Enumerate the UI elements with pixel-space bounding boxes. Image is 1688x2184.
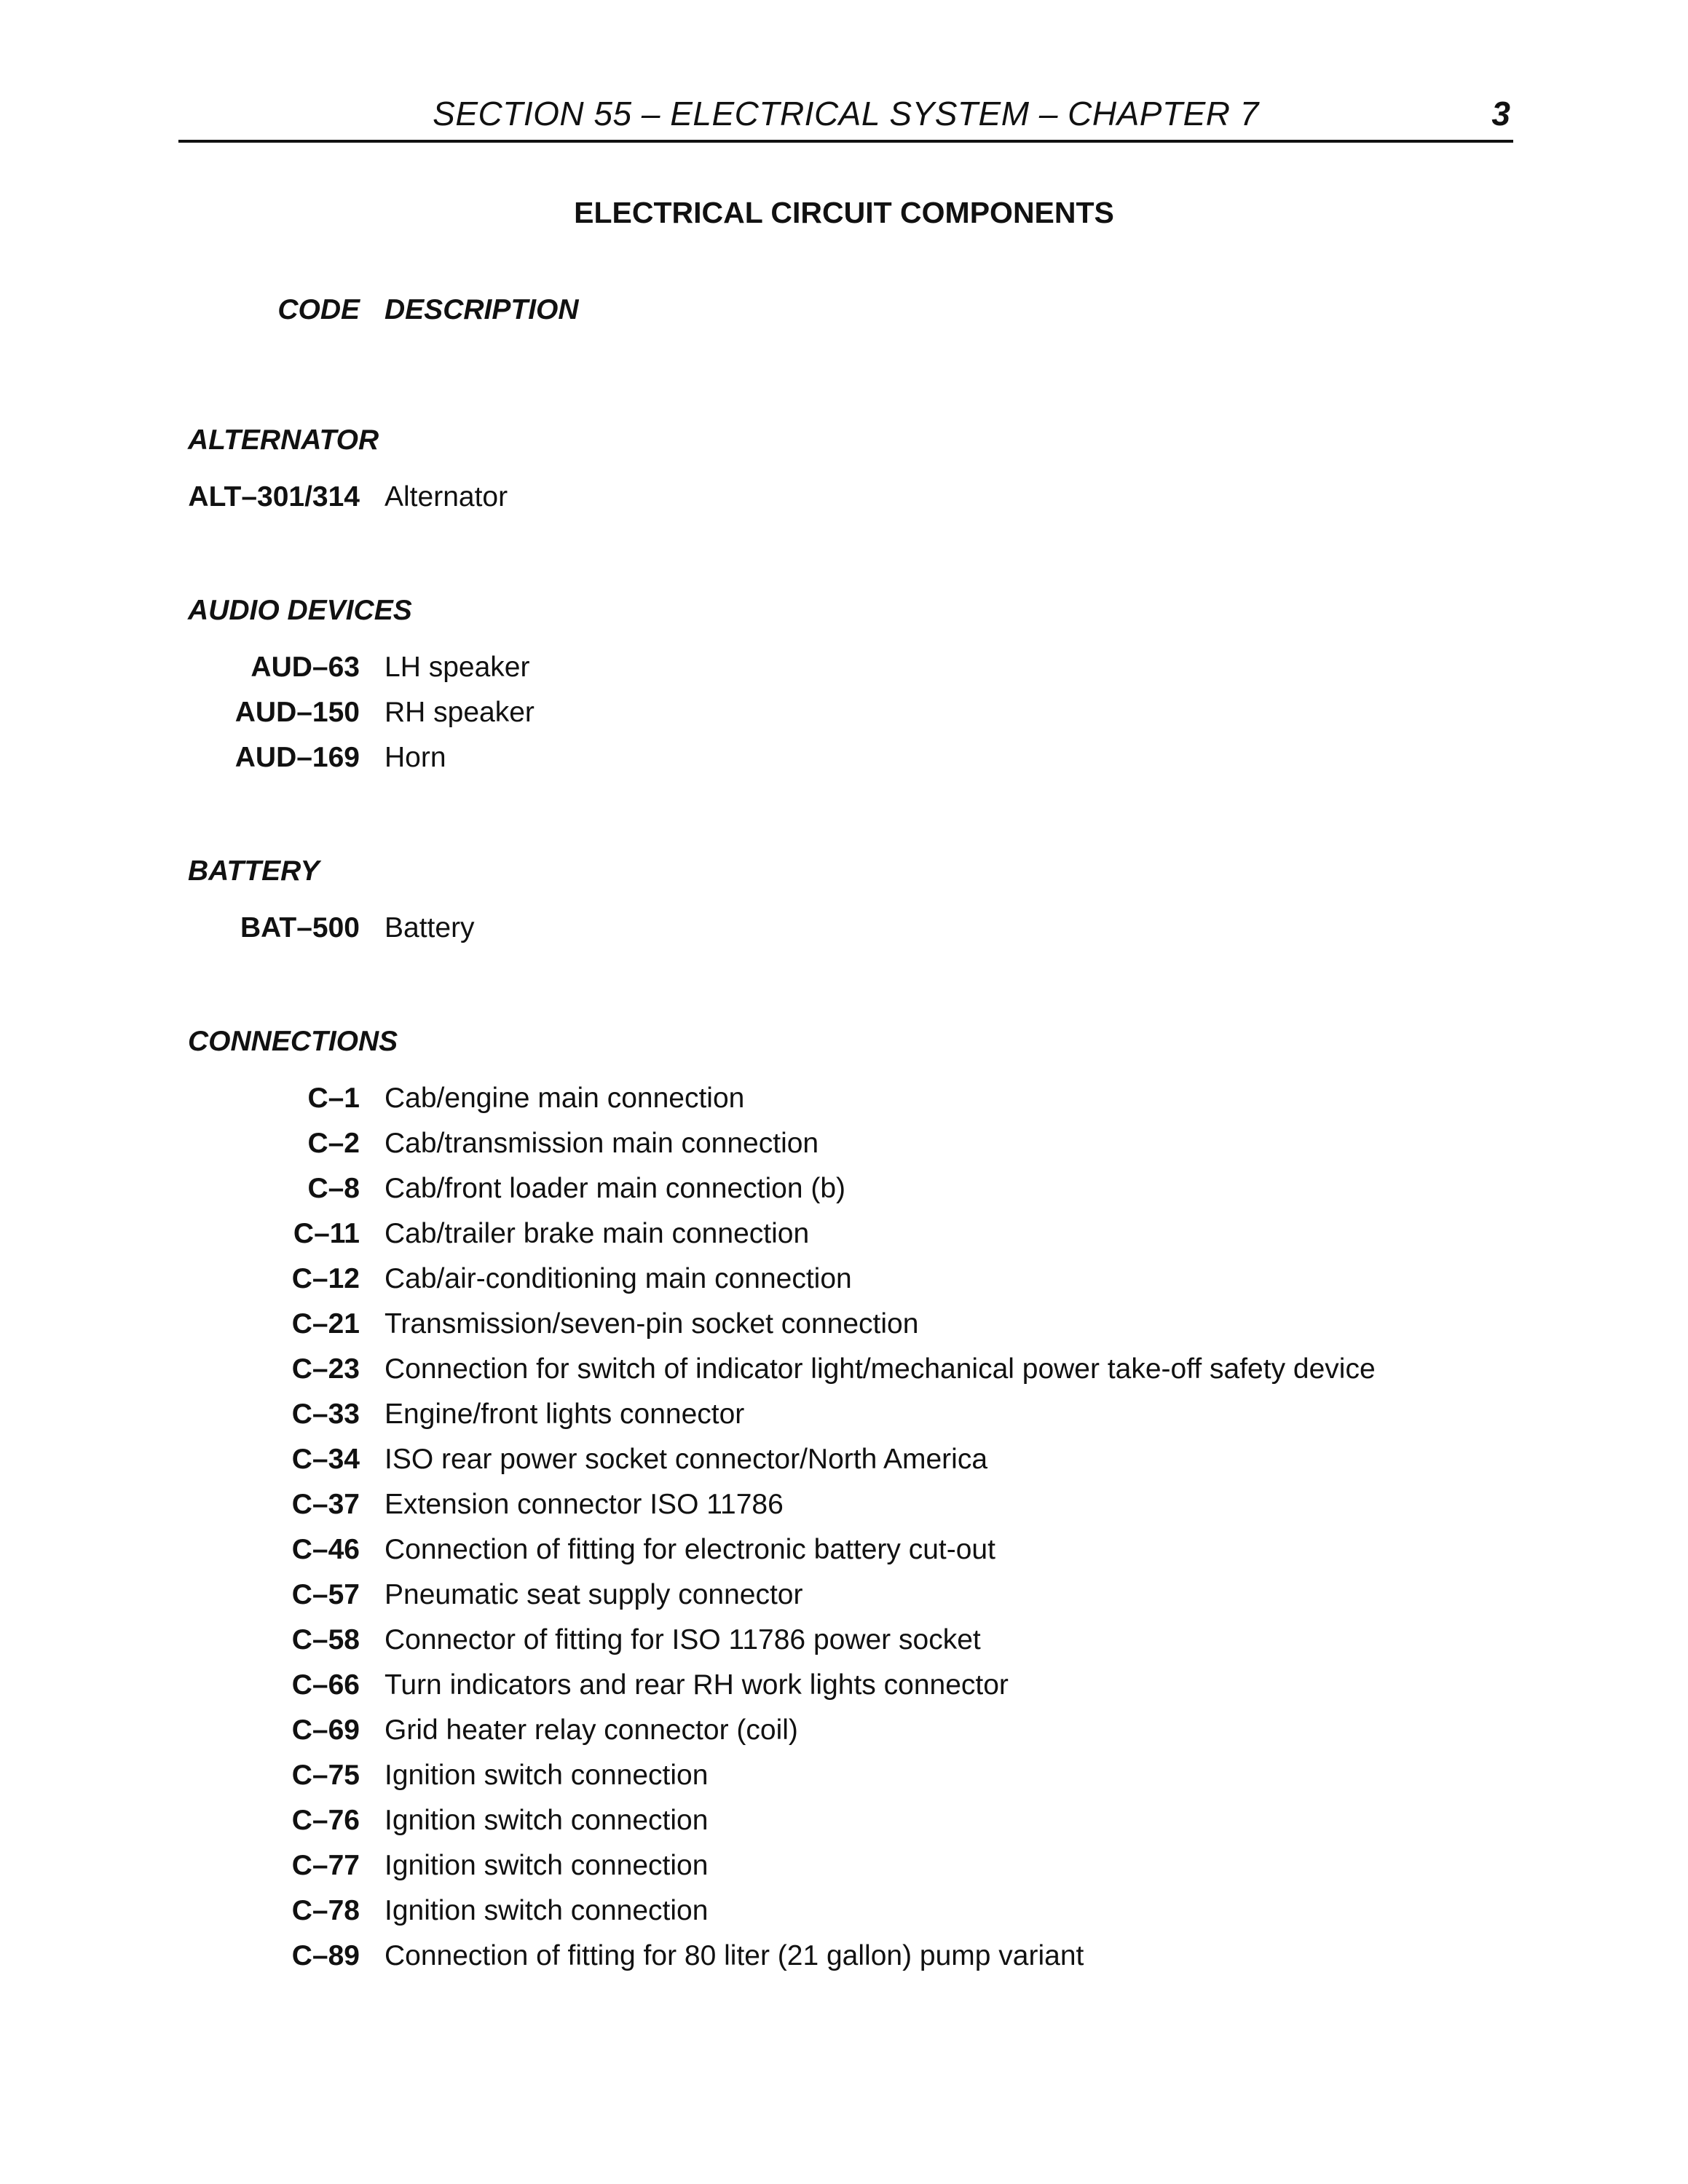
component-row <box>188 1577 1499 1622</box>
component-code: C–69 <box>291 1714 360 1746</box>
component-code: BAT–500 <box>240 912 360 943</box>
component-description: Cab/transmission main connection <box>384 1128 819 1159</box>
component-row <box>188 1261 1499 1306</box>
component-description: ISO rear power socket connector/North America <box>384 1444 988 1475</box>
component-code: C–57 <box>291 1579 360 1610</box>
component-row <box>188 1171 1499 1216</box>
component-row <box>188 1712 1499 1757</box>
component-row <box>188 1532 1499 1577</box>
component-code: ALT–301/314 <box>188 481 360 513</box>
component-code: C–37 <box>291 1489 360 1520</box>
component-description: Ignition switch connection <box>384 1850 709 1881</box>
component-description: Horn <box>384 742 446 773</box>
component-description: Cab/trailer brake main connection <box>384 1218 810 1249</box>
component-code: C–1 <box>307 1083 360 1114</box>
component-row <box>188 740 1499 785</box>
component-row <box>188 1487 1499 1532</box>
component-row <box>188 1667 1499 1712</box>
component-description: Connection of fitting for electronic battery cut-out <box>384 1534 995 1565</box>
component-row <box>188 1757 1499 1803</box>
component-code: C–78 <box>291 1895 360 1926</box>
component-row <box>188 695 1499 740</box>
component-code: C–58 <box>291 1624 360 1655</box>
component-code: AUD–169 <box>234 742 360 773</box>
component-description: Ignition switch connection <box>384 1760 709 1791</box>
component-code: C–23 <box>291 1353 360 1385</box>
component-row <box>188 1938 1499 1983</box>
component-row <box>188 1351 1499 1396</box>
component-code: C–33 <box>291 1398 360 1430</box>
component-row <box>188 1893 1499 1938</box>
component-description: Cab/front loader main connection (b) <box>384 1173 846 1204</box>
component-row <box>188 1216 1499 1261</box>
component-code: C–34 <box>291 1444 360 1475</box>
component-code: C–89 <box>291 1940 360 1971</box>
component-section <box>188 1024 1499 1983</box>
component-description: Engine/front lights connector <box>384 1398 745 1430</box>
component-description: Pneumatic seat supply connector <box>384 1579 803 1610</box>
component-row <box>188 479 1499 524</box>
page-header <box>178 93 1513 143</box>
document-title: ELECTRICAL CIRCUIT COMPONENTS <box>574 196 1114 229</box>
component-code: C–76 <box>291 1805 360 1836</box>
component-row <box>188 649 1499 695</box>
section-title: ALTERNATOR <box>188 424 379 456</box>
component-description: Battery <box>384 912 475 943</box>
section-title: CONNECTIONS <box>188 1026 398 1057</box>
component-description: Transmission/seven-pin socket connection <box>384 1308 919 1340</box>
component-row <box>188 1622 1499 1667</box>
component-description: Connection for switch of indicator light/mechanical power take-off safety device <box>384 1353 1376 1385</box>
component-row <box>188 1080 1499 1125</box>
component-section <box>188 853 1499 955</box>
description-column-header: DESCRIPTION <box>384 294 579 325</box>
code-column-header: CODE <box>277 294 360 325</box>
component-row <box>188 1848 1499 1893</box>
page-number: 3 <box>1491 95 1510 132</box>
component-row <box>188 1803 1499 1848</box>
component-code: C–12 <box>291 1263 360 1294</box>
component-code: C–21 <box>291 1308 360 1340</box>
component-row <box>188 1441 1499 1487</box>
component-row <box>188 1125 1499 1171</box>
component-description: Connection of fitting for 80 liter (21 gallon) pump variant <box>384 1940 1084 1971</box>
component-code: C–77 <box>291 1850 360 1881</box>
component-description: Grid heater relay connector (coil) <box>384 1714 798 1746</box>
component-code: C–2 <box>307 1128 360 1159</box>
section-title: AUDIO DEVICES <box>188 595 412 626</box>
component-description: Ignition switch connection <box>384 1895 709 1926</box>
component-description: Ignition switch connection <box>384 1805 709 1836</box>
component-description: Extension connector ISO 11786 <box>384 1489 784 1520</box>
component-description: RH speaker <box>384 697 535 728</box>
component-code: C–8 <box>307 1173 360 1204</box>
component-row <box>188 1306 1499 1351</box>
component-row <box>188 1396 1499 1441</box>
component-code: C–66 <box>291 1669 360 1701</box>
component-code: C–11 <box>293 1218 360 1249</box>
section-chapter-title: SECTION 55 – ELECTRICAL SYSTEM – CHAPTER 7 <box>433 95 1259 132</box>
component-description: Alternator <box>384 481 508 513</box>
component-code: AUD–150 <box>234 697 360 728</box>
component-code: AUD–63 <box>251 652 360 683</box>
component-code: C–46 <box>291 1534 360 1565</box>
component-description: LH speaker <box>384 652 530 683</box>
component-row <box>188 910 1499 955</box>
component-section <box>188 422 1499 524</box>
component-description: Connector of fitting for ISO 11786 power socket <box>384 1624 981 1655</box>
component-description: Turn indicators and rear RH work lights connector <box>384 1669 1009 1701</box>
component-description: Cab/engine main connection <box>384 1083 745 1114</box>
component-sections <box>188 422 1499 2052</box>
section-title: BATTERY <box>188 855 320 887</box>
component-code: C–75 <box>291 1760 360 1791</box>
component-description: Cab/air-conditioning main connection <box>384 1263 852 1294</box>
component-section <box>188 593 1499 785</box>
